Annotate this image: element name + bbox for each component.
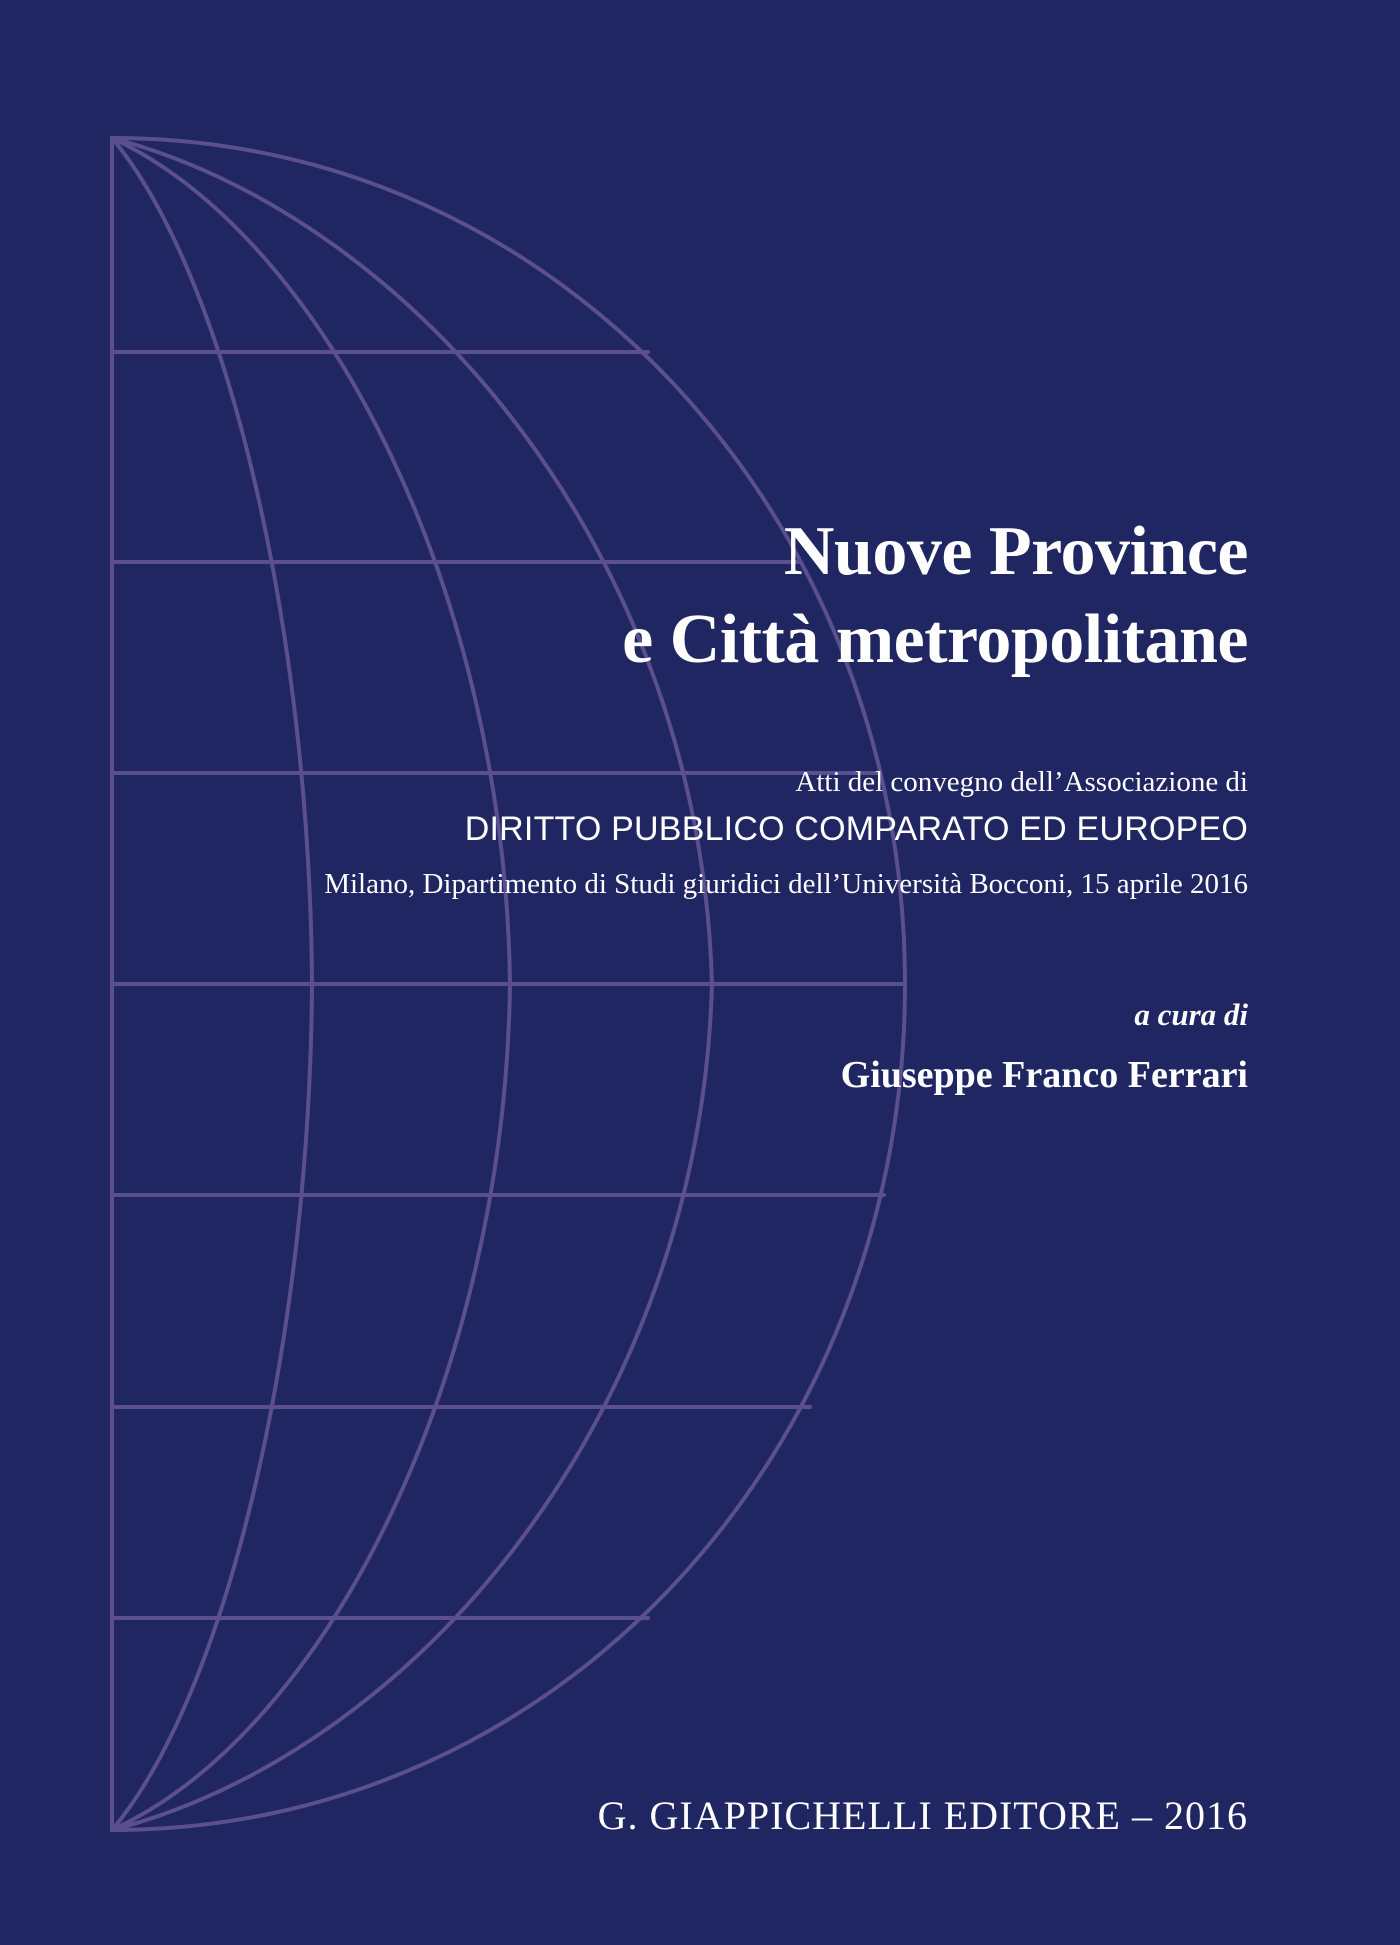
subtitle-line-3: Milano, Dipartimento di Studi giuridici dell’Università Bocconi, 15 aprile 2016 bbox=[324, 868, 1248, 900]
book-title bbox=[622, 508, 1248, 684]
publisher-line: G. GIAPPICHELLI EDITORE – 2016 bbox=[597, 1793, 1248, 1838]
subtitle-line-2: DIRITTO PUBBLICO COMPARATO ED EUROPEO bbox=[464, 810, 1248, 848]
editor-name: Giuseppe Franco Ferrari bbox=[840, 1054, 1248, 1096]
editor-label: a cura di bbox=[1134, 997, 1248, 1032]
subtitle-line-1: Atti del convegno dell’Associazione di bbox=[795, 766, 1248, 798]
title-line-1: Nuove Province bbox=[783, 513, 1248, 590]
title-line-2: e Città metropolitane bbox=[622, 601, 1248, 678]
